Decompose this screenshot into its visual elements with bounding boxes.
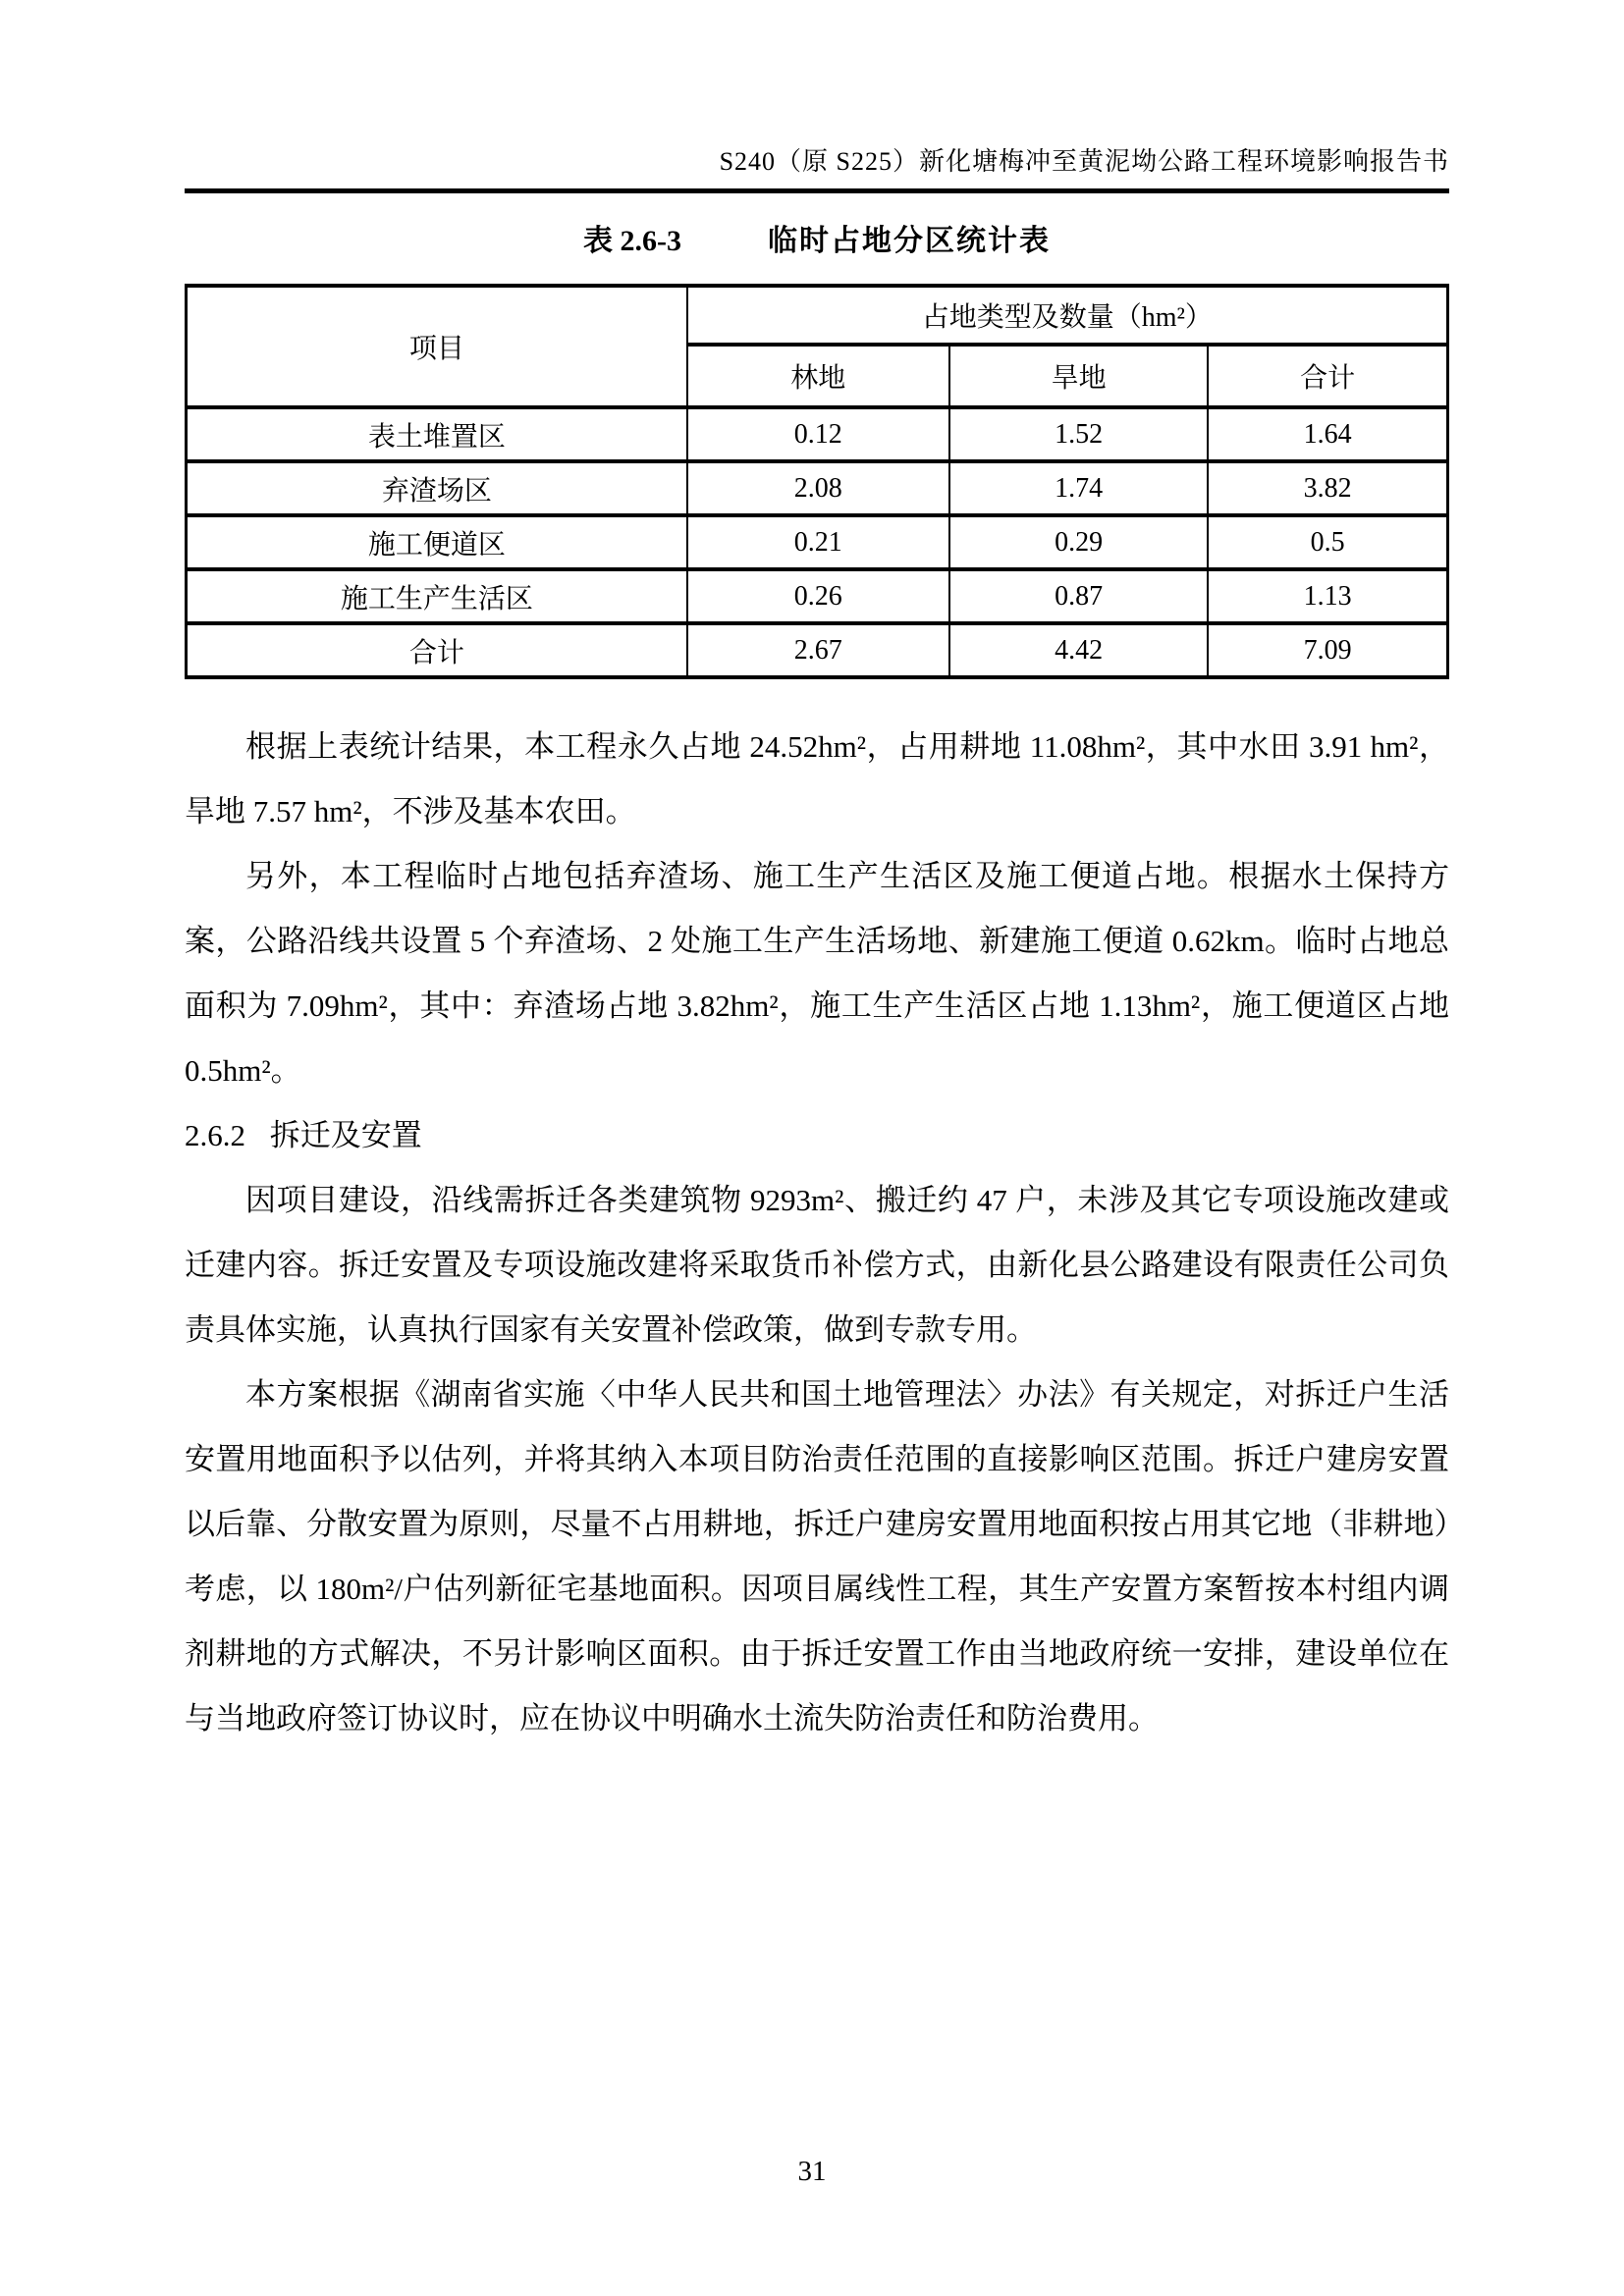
body-text (185, 715, 1449, 1751)
paragraph-demolition: 因项目建设，沿线需拆迁各类建筑物 9293m²、搬迁约 47 户，未涉及其它专项设施改建或迁建内容。拆迁安置及专项设施改建将采取货币补偿方式，由新化县公路建设有限责任公司负责具体实施，认真执行国家有关安置补偿政策，做到专款专用。 (185, 1183, 1449, 1347)
cell-forest: 0.12 (687, 407, 949, 461)
table-row (187, 515, 1448, 569)
section-heading-2-6-2 (185, 1103, 1449, 1168)
cell-total: 7.09 (1208, 623, 1447, 677)
cell-total: 0.5 (1208, 515, 1447, 569)
paragraph-resettlement: 本方案根据《湖南省实施〈中华人民共和国土地管理法〉办法》有关规定，对拆迁户生活安置用地面积予以估列，并将其纳入本项目防治责任范围的直接影响区范围。拆迁户建房安置以后靠、分散安置为原则，尽量不占用耕地，拆迁户建房安置用地面积按占用其它地（非耕地）考虑，以 180m²/户估列新征宅基地面积。因项目属线性工程，其生产安置方案暂按本村组内调剂耕地的方式解决，不另计影响区面积。由于拆迁安置工作由当地政府统一安排，建设单位在与当地政府签订协议时，应在协议中明确水土流失防治责任和防治费用。 (185, 1377, 1449, 1735)
row-label: 施工便道区 (187, 515, 687, 569)
row-label: 弃渣场区 (187, 461, 687, 515)
header-rule (185, 188, 1449, 193)
cell-forest: 0.26 (687, 569, 949, 623)
cell-dryland: 4.42 (949, 623, 1208, 677)
running-header: S240（原 S225）新化塘梅冲至黄泥坳公路工程环境影响报告书 (719, 147, 1449, 176)
table-caption-title: 临时占地分区统计表 (768, 225, 1051, 257)
table-total-row (187, 623, 1448, 677)
cell-total: 3.82 (1208, 461, 1447, 515)
cell-dryland: 1.74 (949, 461, 1208, 515)
row-label: 合计 (187, 623, 687, 677)
paragraph-temporary-land: 另外，本工程临时占地包括弃渣场、施工生产生活区及施工便道占地。根据水土保持方案，公路沿线共设置 5 个弃渣场、2 处施工生产生活场地、新建施工便道 0.62km。临时占地总面积为 7.09hm²，其中：弃渣场占地 3.82hm²，施工生产生活区占地 1.13hm²，施工便道区占地 0.5hm²。 (185, 859, 1449, 1088)
table-row (187, 407, 1448, 461)
row-label: 表土堆置区 (187, 407, 687, 461)
cell-forest: 2.08 (687, 461, 949, 515)
table-subheader-total: 合计 (1208, 345, 1447, 407)
section-title: 拆迁及安置 (269, 1118, 422, 1152)
cell-dryland: 0.87 (949, 569, 1208, 623)
table-subheader-forest: 林地 (687, 345, 949, 407)
row-label: 施工生产生活区 (187, 569, 687, 623)
cell-dryland: 0.29 (949, 515, 1208, 569)
cell-dryland: 1.52 (949, 407, 1208, 461)
table-subheader-dryland: 旱地 (949, 345, 1208, 407)
cell-forest: 2.67 (687, 623, 949, 677)
table-row (187, 569, 1448, 623)
temporary-land-table (185, 284, 1449, 679)
cell-forest: 0.21 (687, 515, 949, 569)
table-caption-label: 表 2.6-3 (583, 225, 681, 257)
cell-total: 1.13 (1208, 569, 1447, 623)
table-row (187, 461, 1448, 515)
page-number: 31 (797, 2156, 827, 2187)
section-number: 2.6.2 (185, 1118, 245, 1152)
table-caption (185, 223, 1449, 260)
cell-total: 1.64 (1208, 407, 1447, 461)
paragraph-permanent-land: 根据上表统计结果，本工程永久占地 24.52hm²，占用耕地 11.08hm²，其中水田 3.91 hm²，旱地 7.57 hm²，不涉及基本农田。 (185, 729, 1449, 828)
table-header-row-group (187, 286, 1448, 345)
table-corner-header: 项目 (187, 286, 687, 407)
table-group-header: 占地类型及数量（hm²） (687, 286, 1448, 345)
